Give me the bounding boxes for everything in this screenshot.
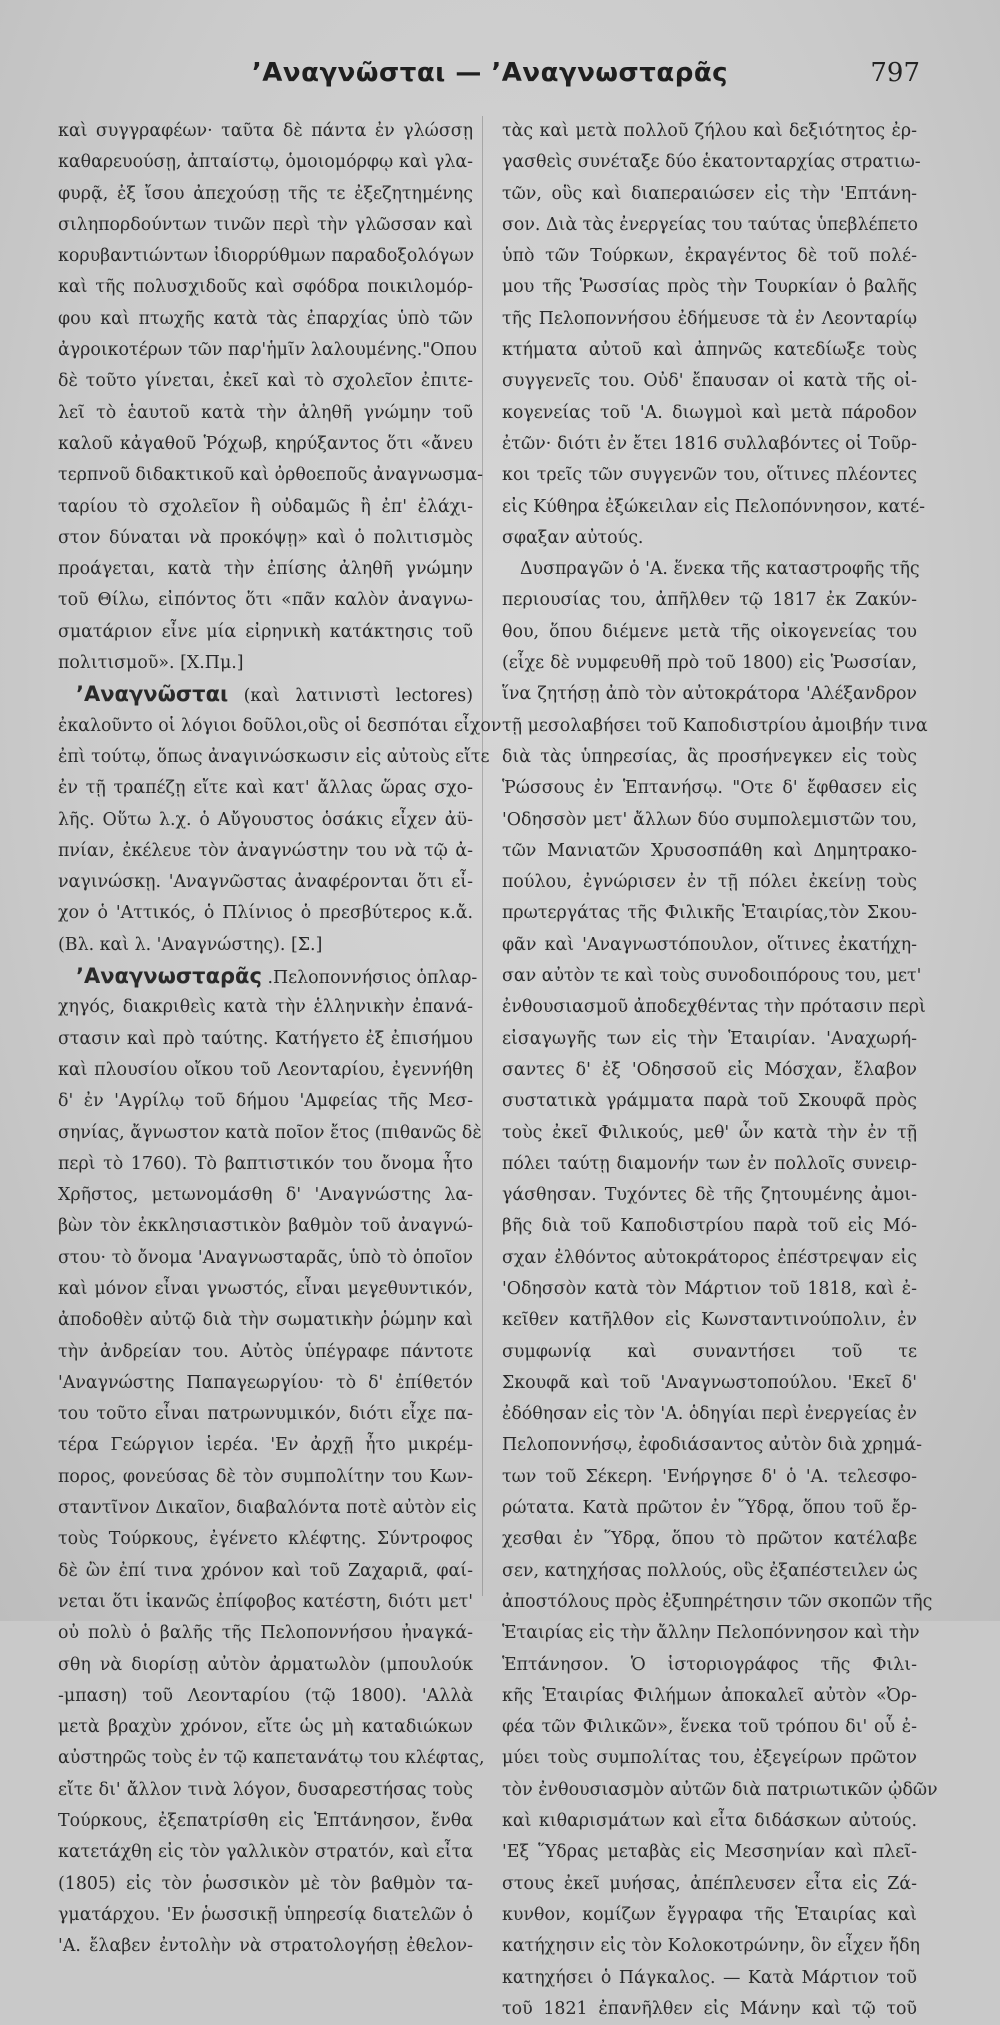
text-line	[58, 773, 473, 804]
text-line	[502, 460, 917, 491]
text-line	[58, 492, 473, 523]
line-text: εἰς Κύθηρα ἐξώκειλαν εἰς Πελοπόννησον, κατέ-	[502, 496, 926, 517]
text-line	[58, 992, 473, 1023]
line-text: τῶν Μανιατῶν Χρυσοσπάθη καὶ Δημητρακο-	[502, 840, 917, 861]
text-line	[502, 1462, 917, 1493]
text-line	[58, 1712, 473, 1743]
text-line	[502, 1149, 917, 1180]
line-text: στους ἐκεῖ μυήσας, ἀπέπλευσεν εἶτα εἰς Ζά-	[502, 1873, 917, 1894]
line-text: τὴν ἀνδρείαν του. Αὐτὸς ὑπέγραφε πάντοτε	[58, 1341, 473, 1362]
line-text: ἐδόθησαν εἰς τὸν 'Α. ὁδηγίαι περὶ ἐνεργείας ἐν	[502, 1404, 917, 1425]
line-text: κτήματα αὐτοῦ καὶ ἀπηνῶς κατεδίωξε τοὺς	[502, 340, 917, 361]
text-line	[58, 335, 477, 366]
text-line	[502, 1368, 917, 1399]
column-divider	[482, 116, 483, 1596]
line-text: κεῖθεν κατῆλθον εἰς Κωνσταντινούπολιν, ἐν	[502, 1310, 917, 1331]
text-line	[58, 1837, 473, 1868]
line-text: τοῦ Θίλω, εἰπόντος ὅτι «πᾶν καλὸν ἀναγνω-	[58, 590, 473, 611]
text-line	[502, 1681, 917, 1712]
text-line	[502, 1806, 917, 1837]
line-text: ἀγροικοτέρων τῶν παρ'ἡμῖν λαλουμένης."Οπου	[58, 340, 477, 361]
line-text: ἐπὶ τούτῳ, ὅπως ἀναγινώσκωσιν εἰς αὐτοὺς εἴτε	[58, 746, 490, 767]
line-text: περιουσίας του, ἀπῆλθεν τῷ 1817 ἐκ Ζακύν-	[502, 590, 917, 611]
line-text: συστατικὰ γράμματα παρὰ τοῦ Σκουφᾶ πρὸς	[502, 1091, 917, 1112]
text-line	[502, 773, 917, 804]
text-line	[58, 1556, 473, 1587]
text-line	[58, 210, 473, 241]
text-line	[58, 1618, 473, 1649]
text-line	[58, 836, 473, 867]
text-line	[502, 1180, 917, 1211]
entry-headword: ’Αναγνῶσται	[76, 682, 229, 707]
line-text: λῆς. Οὕτω λ.χ. ὁ Αὔγουστος ὁσάκις εἶχεν ἀϋ-	[58, 809, 473, 830]
text-line	[502, 585, 917, 616]
line-text: βῆς διὰ τοῦ Καποδιστρίου παρὰ τοῦ εἰς Μό-	[502, 1216, 917, 1237]
text-line	[58, 1900, 473, 1931]
text-line	[58, 1086, 473, 1117]
text-line	[58, 460, 484, 491]
line-text: στου· τὸ ὄνομα 'Αναγνωσταρᾶς, ὑπὸ τὸ ὁποῖον	[58, 1247, 473, 1268]
text-line	[58, 1055, 473, 1086]
text-line	[502, 492, 926, 523]
line-text: φᾶν καὶ 'Αναγνωστόπουλον, οἵτινες ἐκατήχη-	[502, 934, 917, 955]
line-text: (εἶχε δὲ νυμφευθῆ πρὸ τοῦ 1800) εἰς Ῥωσσίαν,	[502, 653, 917, 674]
left-column	[58, 116, 502, 1957]
line-text: Ἑπτάνησον. Ὁ ἱστοριογράφος τῆς Φιλι-	[502, 1654, 917, 1675]
text-line	[58, 898, 473, 929]
line-text: πόλει ταύτῃ διαμονήν των ἐν πολλοῖς συνειρ-	[502, 1153, 917, 1174]
line-text: πολιτισμοῦ». [Χ.Πμ.]	[58, 653, 244, 674]
line-text: κατετάχθη εἰς τὸν γαλλικὸν στρατόν, καὶ εἶτα	[58, 1842, 473, 1863]
line-text: δὲ ὢν ἐπί τινα χρόνον καὶ τοῦ Ζαχαριᾶ, φαί-	[58, 1560, 473, 1581]
text-line	[58, 805, 473, 836]
text-line	[502, 1963, 917, 1994]
line-text: .Πελοποννήσιος ὁπλαρ-	[261, 968, 478, 989]
line-text: σηνίας, ἄγνωστον κατὰ ποῖον ἔτος (πιθανῶς δὲ	[58, 1122, 482, 1143]
text-line	[58, 272, 473, 303]
line-text: σταντῖνον Δικαῖον, διαβαλόντα ποτὲ αὐτὸν εἰς	[58, 1498, 477, 1519]
text-line	[502, 554, 920, 585]
line-text: μετὰ βραχὺν χρόνον, εἴτε ὡς μὴ καταδιώκων	[58, 1717, 473, 1738]
text-line	[58, 648, 473, 679]
text-line	[58, 1650, 473, 1681]
line-text: τῇ μεσολαβήσει τοῦ Καποδιστρίου ἀμοιβήν τινα	[502, 715, 928, 736]
line-text: καὶ πλουσίου οἴκου τοῦ Λεονταρίου, ἐγεννήθη	[58, 1059, 473, 1080]
line-text: Σκουφᾶ καὶ τοῦ 'Αναγνωστοπούλου. 'Εκεῖ δ'	[502, 1372, 917, 1393]
text-line	[502, 1994, 917, 2025]
line-text: γασθεὶς συνέταξε δύο ἑκατονταρχίας στρατιω-	[502, 152, 921, 173]
line-text: 'Α. ἔλαβεν ἐντολὴν νὰ στρατολογήσῃ ἐθελον-	[58, 1936, 473, 1957]
text-line	[58, 1462, 473, 1493]
line-text: σματάριον εἶνε μία εἰρηνικὴ κατάκτησις τοῦ	[58, 621, 473, 642]
line-text: μύει τοὺς συμπολίτας του, ἐξεγείρων πρῶτον	[502, 1748, 917, 1769]
line-text: Ῥώσσους ἐν Ἑπτανήσῳ. "Οτε δ' ἔφθασεν εἰς	[502, 778, 917, 799]
line-text: νεται ὅτι ἱκανῶς ἐπίφοβος κατέστη, διότι μετ'	[58, 1591, 473, 1612]
text-line	[502, 992, 926, 1023]
text-line	[502, 1024, 917, 1055]
line-text: Ἑταιρίας εἰς τὴν ἄλλην Πελοπόννησον καὶ τὴν	[502, 1623, 920, 1644]
line-text: δὲ τοῦτο γίνεται, ἐκεῖ καὶ τὸ σχολεῖον ἐπιτε-	[58, 371, 473, 392]
text-line	[502, 1337, 917, 1368]
text-line	[502, 210, 917, 241]
text-line	[502, 898, 917, 929]
line-text: πρωτεργάτας τῆς Φιλικῆς Ἑταιρίας,τὸν Σκου-	[502, 903, 917, 924]
text-line	[502, 679, 917, 710]
line-text: χηγός, διακριθεὶς κατὰ τὴν ἑλληνικὴν ἐπανά-	[58, 997, 473, 1018]
text-line	[58, 179, 473, 210]
line-text: ταρίου τὸ σχολεῖον ἢ οὐδαμῶς ἢ ἐπ' ἐλάχι-	[58, 496, 473, 517]
line-text: πορος, φονεύσας δὲ τὸν συμπολίτην του Κων-	[58, 1466, 473, 1487]
text-line	[502, 1243, 917, 1274]
line-text: πούλου, ἐγνώρισεν ἐν τῇ πόλει ἐκείνῃ τοὺς	[502, 872, 917, 893]
line-text: σχαν ἐλθόντος αὐτοκράτορος ἐπέστρεψαν εἰς	[502, 1247, 917, 1268]
line-text: περὶ τὸ 1760). Τὸ βαπτιστικόν του ὄνομα ἦτο	[58, 1153, 473, 1174]
text-line	[58, 366, 473, 397]
text-line	[502, 1274, 917, 1305]
text-line	[502, 1712, 917, 1743]
text-line	[58, 1743, 485, 1774]
text-line	[502, 1399, 917, 1430]
text-line	[502, 1493, 917, 1524]
text-line	[58, 1180, 473, 1211]
line-text: κατήχησιν εἰς τὸν Κολοκοτρώνην, ὃν εἶχεν ἤδη	[502, 1936, 920, 1957]
line-text: φέα τῶν Φιλικῶν», ἕνεκα τοῦ τρόπου δι' οὗ ἐ-	[502, 1717, 917, 1738]
line-text: στον δύναται νὰ προκόψῃ» καὶ ὁ πολιτισμὸς	[58, 527, 473, 548]
line-text: σιληπορδούντων τινῶν περὶ τὴν γλῶσσαν καὶ	[58, 214, 473, 235]
line-text: ἐκαλοῦντο οἱ λόγιοι δοῦλοι,οὓς οἱ δεσπόται εἶχον	[58, 715, 502, 736]
line-text: τὸν ἐνθουσιασμὸν αὐτῶν διὰ πατριωτικῶν ᾠδῶν	[502, 1779, 938, 1800]
text-line	[58, 554, 473, 585]
text-line	[58, 1681, 473, 1712]
text-line	[58, 1399, 473, 1430]
text-line	[502, 1055, 917, 1086]
text-line	[58, 1493, 477, 1524]
line-text: τερπνοῦ διδακτικοῦ καὶ ὀρθοεποῦς ἀναγνωσμα-	[58, 465, 484, 486]
line-text: σον. Διὰ τὰς ἐνεργείας του ταύτας ὑπεβλέπετο	[502, 214, 919, 235]
line-text: λεῖ τὸ ἑαυτοῦ κατὰ τὴν ἀληθῆ γνώμην τοῦ	[58, 402, 473, 423]
line-text: εἰσαγωγῆς των εἰς τὴν Ἑταιρίαν. 'Αναχωρή-	[502, 1028, 917, 1049]
text-line	[502, 1118, 917, 1149]
text-line	[58, 961, 478, 992]
text-line	[502, 116, 917, 147]
line-text: τὰς καὶ μετὰ πολλοῦ ζήλου καὶ δεξιότητος ἐρ-	[502, 121, 917, 141]
line-text: ὑπὸ τῶν Τούρκων, ἐκραγέντος δὲ τοῦ πολέ-	[502, 246, 917, 267]
line-text: δ' ἐν 'Αγρίλῳ τοῦ δήμου 'Αμφείας τῆς Μεσ-	[58, 1091, 473, 1112]
line-text: χον ὁ 'Αττικός, ὁ Πλίνιος ὁ πρεσβύτερος κ.ἄ.	[58, 903, 473, 924]
line-text: βὼν τὸν ἐκκλησιαστικὸν βαθμὸν τοῦ ἀναγνώ-	[58, 1216, 473, 1237]
text-line	[502, 1556, 917, 1587]
text-line	[502, 398, 917, 429]
text-line	[502, 1837, 917, 1868]
text-line	[58, 1430, 473, 1461]
line-text: Χρῆστος, μετωνομάσθη δ' 'Αναγνώστης λα-	[58, 1185, 473, 1206]
line-text: συμφωνίᾳ καὶ συναντήσει τοῦ τε	[502, 1341, 917, 1362]
text-line	[58, 679, 473, 710]
text-line	[58, 1587, 473, 1618]
text-line	[58, 116, 473, 147]
line-text: ἐτῶν· διότι ἐν ἔτει 1816 συλλαβόντες οἱ Τοῦρ-	[502, 433, 917, 454]
text-line	[502, 523, 917, 554]
text-line	[502, 366, 917, 397]
line-text: (1805) εἰς τὸν ῥωσσικὸν μὲ τὸν βαθμὸν τα-	[58, 1873, 473, 1894]
line-text: τοῦ 1821 ἐπανῆλθεν εἰς Μάνην καὶ τῷ τοῦ	[502, 1998, 917, 2019]
line-text: κατηχήσει ὁ Πάγκαλος. — Κατὰ Μάρτιον τοῦ	[502, 1967, 917, 1988]
line-text: σαν αὐτὸν τε καὶ τοὺς συνοδοιπόρους του, μετ'	[502, 966, 922, 987]
line-text: γάσθησαν. Τυχόντες δὲ τῆς ζητουμένης ἀμοι-	[502, 1185, 917, 1206]
line-text: τῶν, οὓς καὶ διαπεραιώσεν εἰς τὴν 'Επτάνη-	[502, 183, 917, 204]
line-text: τοὺς ἐκεῖ Φιλικούς, μεθ' ὧν κατὰ τὴν ἐν τῇ	[502, 1122, 917, 1143]
line-text: αὐστηρῶς τοὺς ἐν τῷ καπετανάτῳ του κλέφτας,	[58, 1748, 485, 1769]
line-text: ρώτατα. Κατὰ πρῶτον ἐν Ὕδρᾳ, ὅπου τοῦ ἔρ-	[502, 1498, 917, 1519]
line-text: μου τῆς Ῥωσσίας πρὸς τὴν Τουρκίαν ὁ βαλῆς	[502, 277, 917, 298]
line-text: κογενείας τοῦ 'Α. διωγμοὶ καὶ μετὰ πάροδον	[502, 402, 917, 423]
text-line	[58, 867, 473, 898]
line-text: πνίαν, ἐκέλευε τὸν ἀναγνώστην του νὰ τῷ ἀ-	[58, 840, 473, 861]
text-line	[58, 1869, 473, 1900]
line-text: χεσθαι ἐν Ὕδρᾳ, ὅπου τὸ πρῶτον κατέλαβε	[502, 1529, 917, 1550]
text-line	[502, 335, 917, 366]
text-line	[502, 1618, 920, 1649]
text-line	[58, 711, 502, 742]
line-text: προάγεται, κατὰ τὴν ἐπίσης ἀληθῆ γνώμην	[58, 559, 473, 580]
line-text: Τούρκους, ἐξεπατρίσθη εἰς Ἑπτάνησον, ἔνθα	[58, 1811, 473, 1832]
line-text: (καὶ λατινιστὶ lectores)	[228, 686, 473, 707]
text-line	[502, 304, 917, 335]
text-line	[58, 1243, 473, 1274]
line-text: ναγινώσκῃ. 'Αναγνῶστας ἀναφέρονται ὅτι εἶ-	[58, 872, 473, 893]
text-line	[58, 523, 473, 554]
line-text: συγγενεῖς του. Οὐδ' ἔπαυσαν οἱ κατὰ τῆς οἰ-	[502, 371, 917, 392]
line-text: 'Οδησσὸν κατὰ τὸν Μάρτιον τοῦ 1818, καὶ ἐ-	[502, 1278, 917, 1299]
line-text: (Βλ. καὶ λ. 'Αναγνώστης). [Σ.]	[58, 934, 323, 955]
text-line	[502, 241, 917, 272]
line-text: καὶ τῆς πολυσχιδοῦς καὶ σφόδρα ποικιλομόρ-	[58, 277, 473, 298]
text-line	[502, 1086, 917, 1117]
page-number: 797	[870, 58, 920, 88]
line-text: σαντες δ' ἐξ 'Οδησσοῦ εἰς Μόσχαν, ἔλαβον	[502, 1059, 917, 1080]
text-line	[502, 711, 928, 742]
line-text: 'Εξ Ὕδρας μεταβὰς εἰς Μεσσηνίαν καὶ πλεῖ-	[502, 1842, 917, 1863]
line-text: κῆς Ἑταιρίας Φιλήμων ἀποκαλεῖ αὐτὸν «Ὀρ-	[502, 1685, 917, 1706]
line-text: 'Αναγνώστης Παπαγεωργίου· τὸ δ' ἐπίθετόν	[58, 1372, 473, 1393]
text-line	[502, 147, 921, 178]
line-text: 'Οδησσὸν μετ' ἄλλων δύο συμπολεμιστῶν του,	[502, 809, 917, 830]
line-text: φυρᾷ, ἐξ ἴσου ἀπεχούσῃ τῆς τε ἐξεζητημένης	[58, 183, 473, 204]
text-line	[58, 1149, 473, 1180]
text-line	[502, 1650, 917, 1681]
line-text: θου, ὅπου διέμενε μετὰ τῆς οἰκογενείας του	[502, 621, 917, 642]
text-line	[58, 1274, 473, 1305]
text-line	[502, 805, 917, 836]
right-column	[502, 116, 938, 2019]
line-text: τοὺς Τούρκους, ἐγένετο κλέφτης. Σύντροφος	[58, 1529, 473, 1550]
text-line	[502, 742, 917, 773]
text-line	[58, 1368, 473, 1399]
text-line	[58, 1118, 482, 1149]
line-text: εἴτε δι' ἄλλον τινὰ λόγον, δυσαρεστήσας τοὺς	[58, 1779, 473, 1800]
line-text: σθη νὰ διορίσῃ αὐτὸν ἀρματωλὸν (μπουλούκ	[58, 1654, 473, 1675]
text-line	[502, 930, 917, 961]
line-text: κυνθον, κομίζων ἔγγραφα τῆς Ἑταιρίας καὶ	[502, 1904, 917, 1925]
line-text: σφαξαν αὐτούς.	[502, 527, 644, 548]
page-header	[60, 58, 920, 98]
text-line	[502, 272, 917, 303]
text-line	[502, 1775, 938, 1806]
text-line	[58, 930, 473, 961]
line-text: ἵνα ζητήσῃ ἀπὸ τὸν αὐτοκράτορα 'Αλέξανδρον	[502, 684, 917, 705]
line-text: καὶ συγγραφέων· ταῦτα δὲ πάντα ἐν γλώσσῃ	[58, 121, 473, 141]
text-line	[58, 1305, 473, 1336]
line-text: κοι τρεῖς τῶν συγγενῶν του, οἵτινες πλέοντες	[502, 465, 917, 486]
text-line	[58, 617, 473, 648]
text-line	[58, 1024, 473, 1055]
line-text: ἐνθουσιασμοῦ ἀποδεχθέντας τὴν πρότασιν περὶ	[502, 997, 926, 1018]
line-text: καθαρευούσῃ, ἀπταίστῳ, ὁμοιομόρφῳ καὶ γλα-	[58, 152, 473, 173]
line-text: διὰ τὰς ὑπηρεσίας, ἃς προσήνεγκεν εἰς τοὺς	[502, 746, 917, 767]
line-text: καὶ μόνον εἶναι γνωστός, εἶναι μεγεθυντικόν,	[58, 1278, 473, 1299]
text-line	[502, 1524, 917, 1555]
text-line	[502, 617, 917, 648]
text-line	[502, 1305, 917, 1336]
text-line	[58, 742, 490, 773]
text-line	[502, 1869, 917, 1900]
text-line	[58, 241, 473, 272]
line-text: καλοῦ κἀγαθοῦ Ῥόχωβ, κηρύξαντος ὅτι «ἄνευ	[58, 433, 473, 454]
text-line	[58, 1806, 473, 1837]
text-line	[58, 429, 473, 460]
line-text: τέρα Γεώργιον ἱερέα. 'Εν ἀρχῇ ἦτο μικρέμ-	[58, 1435, 473, 1456]
text-line	[58, 1931, 473, 1962]
line-text: ἀποστόλους πρὸς ἐξυπηρέτησιν τῶν σκοπῶν τῆς	[502, 1591, 933, 1612]
line-text: τῆς Πελοποννήσου ἐδήμευσε τὰ ἐν Λεονταρίῳ	[502, 308, 917, 329]
text-line	[502, 429, 917, 460]
text-line	[502, 1211, 917, 1242]
line-text: κορυβαντιώντων ἰδιορρύθμων παραδοξολόγων	[58, 246, 475, 267]
text-line	[58, 585, 473, 616]
line-text: των τοῦ Σέκερη. 'Ενήργησε δ' ὁ 'Α. τελεσφο-	[502, 1466, 917, 1487]
text-line	[502, 179, 917, 210]
text-line	[58, 147, 473, 178]
line-text: ἀποδοθὲν αὐτῷ διὰ τὴν σωματικὴν ῥώμην καὶ	[58, 1310, 473, 1331]
text-line	[58, 1337, 473, 1368]
text-line	[502, 1743, 917, 1774]
entry-headword: ’Αναγνωσταρᾶς	[76, 964, 262, 989]
line-text: Πελοποννήσῳ, ἐφοδιάσαντος αὐτὸν διὰ χρημά-	[502, 1435, 922, 1456]
text-line	[58, 1524, 473, 1555]
running-head: ’Αναγνῶσται — ’Αναγνωσταρᾶς	[251, 58, 729, 88]
text-line	[58, 398, 473, 429]
text-line	[502, 1430, 922, 1461]
text-line	[502, 836, 917, 867]
line-text: καὶ κιθαρισμάτων καὶ εἶτα διδάσκων αὐτούς.	[502, 1811, 917, 1832]
line-text: ἐν τῇ τραπέζῃ εἴτε καὶ κατ' ἄλλας ὥρας σχο-	[58, 778, 473, 799]
text-line	[58, 1211, 473, 1242]
line-text: οὐ πολὺ ὁ βαλῆς τῆς Πελοποννήσου ἠναγκά-	[58, 1623, 473, 1644]
line-text: γματάρχου. 'Εν ῥωσσικῇ ὑπηρεσίᾳ διατελῶν ὁ	[58, 1904, 473, 1925]
text-line	[502, 1931, 920, 1962]
text-line	[502, 961, 922, 992]
text-line	[502, 1587, 933, 1618]
line-text: Δυσπραγῶν ὁ 'Α. ἕνεκα τῆς καταστροφῆς τῆς	[520, 559, 920, 580]
line-text: στασιν καὶ πρὸ ταύτης. Κατήγετο ἐξ ἐπισήμου	[58, 1028, 473, 1049]
text-line	[502, 648, 917, 679]
line-text: του τοῦτο εἶναι πατρωνυμικόν, διότι εἶχε πα-	[58, 1404, 473, 1425]
text-line	[502, 867, 917, 898]
text-line	[58, 1775, 473, 1806]
text-line	[502, 1900, 917, 1931]
text-line	[58, 304, 473, 335]
line-text: φου καὶ πτωχῆς κατὰ τὰς ἐπαρχίας ὑπὸ τῶν	[58, 308, 473, 329]
line-text: -μπαση) τοῦ Λεονταρίου (τῷ 1800). 'Αλλὰ	[58, 1685, 473, 1706]
line-text: σεν, κατηχήσας πολλούς, οὓς ἐξαπέστειλεν ὡς	[502, 1560, 918, 1581]
